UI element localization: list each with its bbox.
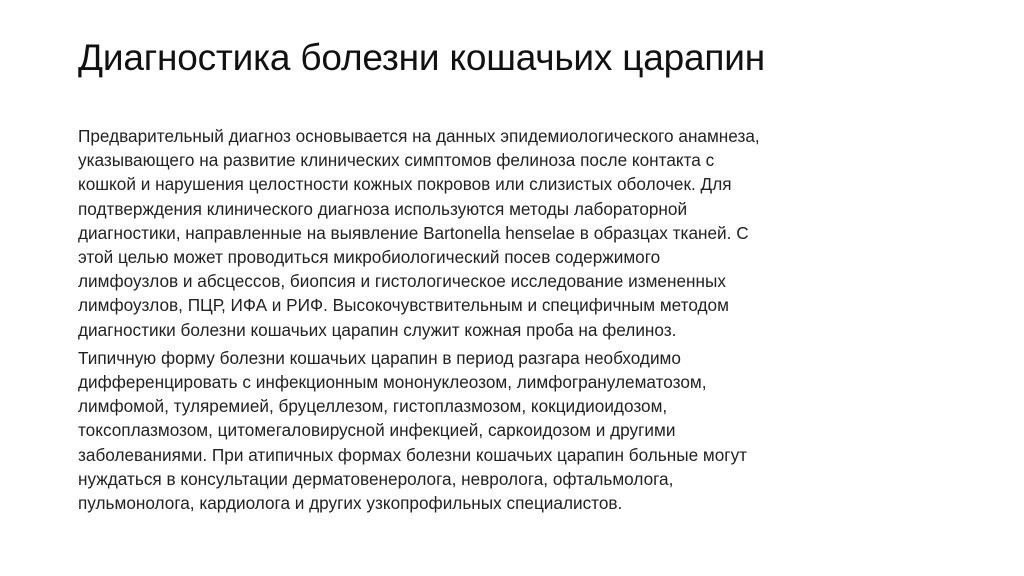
slide-title: Диагностика болезни кошачьих царапин bbox=[78, 37, 765, 78]
text-line: диагностики, направленные на выявление Bartonella henselae в образцах тканей. С bbox=[78, 222, 749, 243]
text-line: лимфоузлов и абсцессов, биопсия и гистологическое исследование измененных bbox=[78, 271, 726, 292]
paragraph-differential-diagnosis bbox=[78, 346, 958, 515]
text-line: кошкой и нарушения целостности кожных покровов или слизистых оболочек. Для bbox=[78, 174, 732, 195]
text-line: дифференцировать с инфекционным мононуклеозом, лимфогранулематозом, bbox=[78, 372, 707, 393]
text-line: диагностики болезни кошачьих царапин служит кожная проба на фелиноз. bbox=[78, 319, 677, 340]
text-line: нуждаться в консультации дерматовенеролога, невролога, офтальмолога, bbox=[78, 468, 674, 489]
text-line: пульмонолога, кардиолога и других узкопрофильных специалистов. bbox=[78, 493, 623, 514]
text-line: лимфомой, туляремией, бруцеллезом, гистоплазмозом, кокцидиоидозом, bbox=[78, 396, 668, 417]
text-line: заболеваниями. При атипичных формах болезни кошачьих царапин больные могут bbox=[78, 444, 748, 465]
text-line: подтверждения клинического диагноза используются методы лабораторной bbox=[78, 198, 688, 219]
paragraph-preliminary-diagnosis bbox=[78, 124, 958, 342]
text-line: Типичную форму болезни кошачьих царапин в период разгара необходимо bbox=[78, 347, 681, 368]
text-line: токсоплазмозом, цитомегаловирусной инфекцией, саркоидозом и другими bbox=[78, 420, 676, 441]
slide-body bbox=[78, 124, 958, 519]
text-line: указывающего на развитие клинических симптомов фелиноза после контакта с bbox=[78, 150, 715, 171]
text-line: лимфоузлов, ПЦР, ИФА и РИФ. Высокочувствительным и специфичным методом bbox=[78, 295, 729, 316]
text-line: этой целью может проводиться микробиологический посев содержимого bbox=[78, 247, 661, 268]
text-line: Предварительный диагноз основывается на данных эпидемиологического анамнеза, bbox=[78, 126, 760, 146]
